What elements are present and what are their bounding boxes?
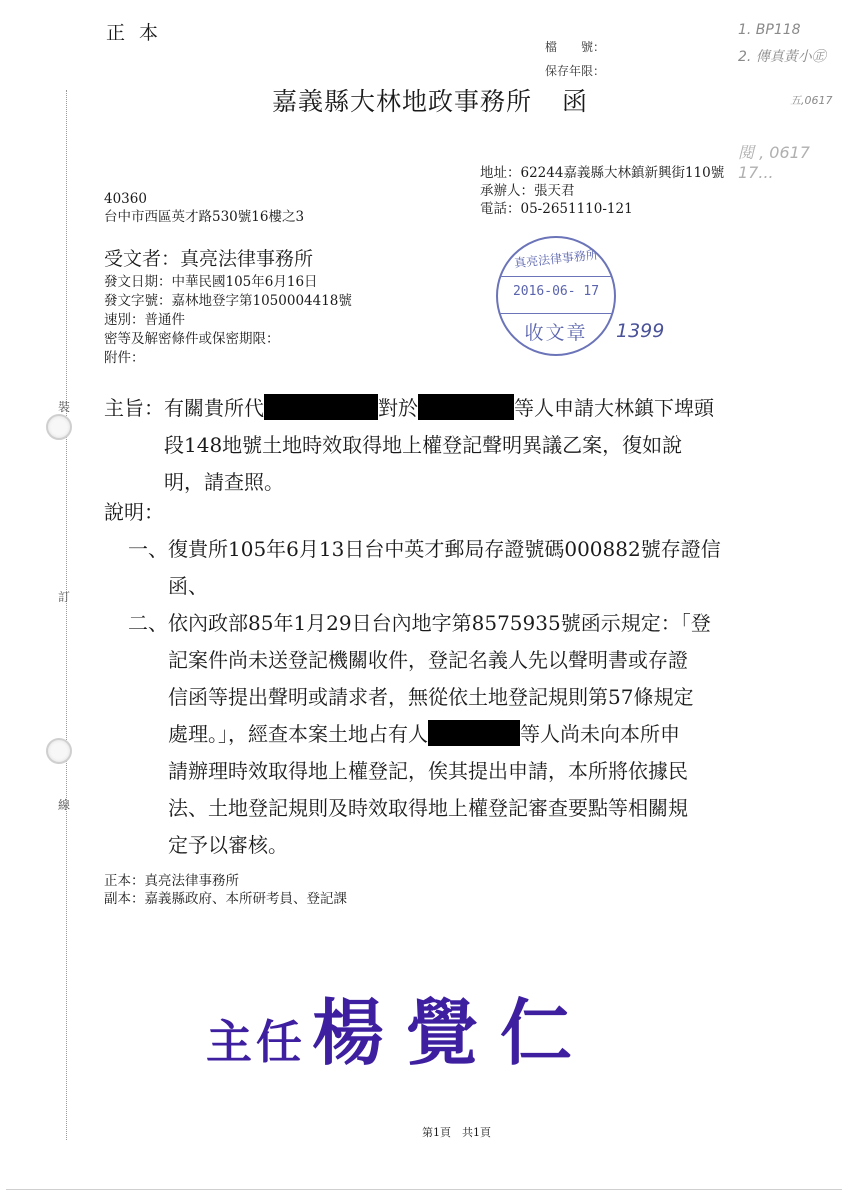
original-recipient: 正本：真亮法律事務所 (104, 873, 239, 889)
item-line: 請辦理時效取得地上權登記，俟其提出申請，本所將依據民 (168, 759, 688, 783)
retention-period-field: 保存年限： (545, 64, 606, 78)
sender-handler: 承辦人：張天君 (480, 183, 575, 199)
item-line: 函、 (168, 574, 208, 598)
copy-type-label: 正本 (106, 22, 173, 44)
handwritten-note-4: 閱 , 0617 17... (738, 143, 810, 182)
subject-text-1b: 對於 (378, 396, 418, 420)
item-number: 一、 (128, 537, 168, 561)
confidentiality: 密等及解密條件或保密期限： (104, 331, 280, 347)
meta-block (104, 244, 352, 368)
explanation-label: 說明： (104, 500, 164, 524)
redaction-block (264, 394, 378, 420)
redaction-block (428, 720, 520, 746)
stamp-date: 2016-06- 17 (512, 284, 600, 299)
item-line: 復貴所105年6月13日台中英才郵局存證號碼000882號存證信 (168, 537, 721, 561)
item-line: 法、土地登記規則及時效取得地上權登記審查要點等相關規 (168, 796, 688, 820)
handwritten-note-1: 1. BP118 (738, 22, 801, 38)
binding-char-xian: 線 (58, 798, 71, 812)
stamp-label: 收文章 (524, 322, 588, 344)
page-number: 第1頁 共1頁 (422, 1126, 491, 1139)
sender-address: 地址：62244嘉義縣大林鎮新興街110號 (480, 165, 725, 181)
subject-label: 主旨： (104, 396, 164, 420)
sender-phone: 電話：05-2651110-121 (480, 201, 633, 217)
subject-text-1a: 有關貴所代 (164, 396, 264, 420)
sender-block (480, 164, 724, 218)
signature-name: 楊覺仁 (312, 990, 595, 1075)
item-line: 依內政部85年1月29日台內地字第8575935號函示規定：「登 (168, 611, 711, 635)
signature-title: 主任 (206, 1015, 306, 1069)
recipient-address-block (104, 190, 304, 226)
subject-text-3: 明，請查照。 (164, 470, 284, 494)
item-number: 二、 (128, 611, 168, 635)
recipient-postal-code: 40360 (104, 191, 147, 207)
received-stamp (496, 236, 616, 356)
explanation-item-1 (104, 531, 784, 605)
signature-seal (206, 975, 594, 1079)
explanation-section (104, 494, 784, 864)
handwritten-note-2: 2. 傳真黃小㊣ (738, 49, 826, 65)
copy-recipients: 副本：嘉義縣政府、本所研考員、登記課 (104, 891, 347, 907)
document-title (272, 82, 588, 118)
binding-line (66, 90, 67, 1140)
recipient-line: 受文者：真亮法律事務所 (104, 248, 314, 270)
subject-text-1c: 等人申請大林鎮下埤頭 (514, 396, 714, 420)
handwritten-note-3: 五,0617 (790, 94, 833, 107)
recipient-street: 台中市西區英才路530號16樓之3 (104, 209, 305, 225)
attachment: 附件： (104, 350, 145, 366)
subject-section (104, 390, 784, 501)
subject-text-2: 段148地號土地時效取得地上權登記聲明異議乙案，復如說 (164, 433, 683, 457)
page-bottom-edge (6, 1189, 842, 1190)
stamp-handwritten-number: 1399 (616, 320, 665, 342)
item-line: 定予以審核。 (168, 833, 288, 857)
document-type: 函 (562, 87, 589, 116)
punch-hole-bottom (46, 738, 72, 764)
item-line: 信函等提出聲明或請求者，無從依土地登記規則第57條規定 (168, 685, 694, 709)
item-line: 等人尚未向本所申 (520, 722, 680, 746)
redaction-block (418, 394, 514, 420)
speed-classification: 速別：普通件 (104, 312, 185, 328)
issue-date: 發文日期：中華民國105年6月16日 (104, 274, 318, 290)
stamp-firm-name: 真亮法律事務所 (513, 247, 599, 271)
agency-name: 嘉義縣大林地政事務所 (272, 87, 533, 116)
item-line: 處理。」，經查本案土地占有人 (168, 722, 428, 746)
punch-hole-top (46, 414, 72, 440)
binding-char-zhuang: 裝 (58, 400, 71, 414)
issue-number: 發文字號：嘉林地登字第1050004418號 (104, 293, 352, 309)
item-line: 記案件尚未送登記機關收件，登記名義人先以聲明書或存證 (168, 648, 688, 672)
file-number-field: 檔 號： (545, 40, 606, 54)
distribution-block (104, 872, 347, 908)
explanation-item-2 (104, 605, 784, 864)
binding-char-ding: 訂 (58, 590, 71, 604)
